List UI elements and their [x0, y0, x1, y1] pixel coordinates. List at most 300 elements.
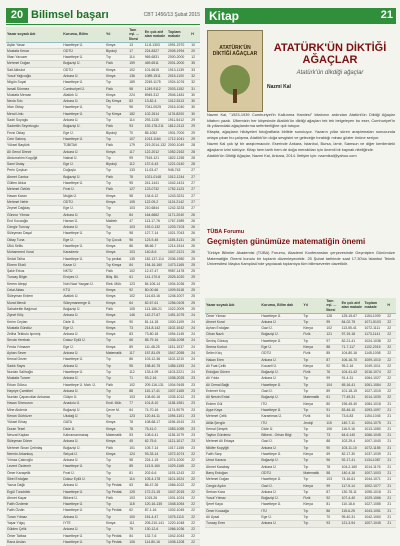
table-cell: 33 [190, 67, 200, 73]
table-cell: Erciyes Ü. [62, 275, 105, 281]
table-cell: Ege Ü. [62, 344, 105, 350]
table-cell: 1004-1036 [167, 281, 190, 287]
table-cell: Fizik [302, 496, 325, 502]
table-cell: 27 [190, 206, 200, 212]
table-cell: ODTÜ [62, 67, 105, 73]
table-cell: 32 [190, 73, 200, 79]
table-cell: Tıp [105, 395, 128, 401]
table-cell: 130-78-11 [341, 489, 364, 495]
table-cell: 1101-1024 [167, 476, 190, 482]
column-header: Yazar soyadı Adı [6, 27, 62, 42]
table-cell: Fizik [105, 187, 128, 193]
table-cell: Hacettepe Ü. [62, 502, 105, 508]
page-number: 21 [380, 9, 393, 21]
table-cell: Serkan Kara [205, 489, 260, 495]
table-cell: Dicle Ü. [260, 426, 302, 432]
table-cell: Fırat Ü. [62, 470, 105, 476]
table-cell: 1061-1084 [364, 382, 387, 388]
table-cell: Kimya [105, 313, 128, 319]
left-page-header [6, 8, 200, 25]
table-cell: Diş Kimya [105, 99, 128, 105]
table-cell: Cihan Nazlı [205, 332, 260, 338]
table-cell: 1102-1210 [167, 357, 190, 363]
table-cell: 224 [128, 92, 144, 98]
table-cell: Tıp [105, 414, 128, 420]
table-cell: Ayhan Erdoğan [205, 326, 260, 332]
table-cell: 61 [325, 395, 340, 401]
table-cell: 1249-9112 [144, 86, 167, 92]
table-cell: Ankara Ü. [62, 483, 105, 489]
table-cell: 1012-5113 [167, 99, 190, 105]
table-cell: 82-21-41 [341, 338, 364, 344]
table-cell: Ziynet Kiliç [6, 313, 62, 319]
table-cell: Biyoloji [105, 162, 128, 168]
table-cell: 63 [128, 483, 144, 489]
table-cell: Aşkin Yasar [6, 42, 62, 48]
table-cell: 123 [128, 414, 144, 420]
table-cell: 179 [128, 143, 144, 149]
table-cell: Kimya [105, 250, 128, 256]
table-cell: Ali Fuat Çelik [205, 363, 260, 369]
table-cell: 127-7-14 [144, 231, 167, 237]
table-cell: Hacettepe Ü. [62, 256, 105, 262]
table-cell: Karadeniz [62, 250, 105, 256]
table-cell: 29 [190, 130, 200, 136]
table-cell: 22 [386, 376, 396, 382]
table-cell: GATA [62, 420, 105, 426]
table-cell: 24 [190, 357, 200, 363]
table-cell: 13 [128, 42, 144, 48]
table-cell: Kimya [105, 244, 128, 250]
table-cell: Ankara Ü. [62, 118, 105, 124]
table-cell: 1042-1043 [167, 533, 190, 539]
table-cell: Hacettepe Ü. [62, 244, 105, 250]
table-cell: 24 [190, 319, 200, 325]
table-cell: 100 [128, 514, 144, 520]
table-cell: 137-6-43 [144, 162, 167, 168]
table-cell: 25 [190, 281, 200, 287]
table-cell: Ankara Ü. [62, 388, 105, 394]
table-cell: Hayriye Çamlıbel [6, 388, 62, 394]
table-cell: Kerem Ateşçi [6, 281, 62, 287]
table-cell: 24 [190, 344, 200, 350]
table-cell: Hacettepe Ü. [62, 539, 105, 545]
table-cell: İTÜ [260, 508, 302, 514]
table-cell: 1256-0105 [167, 300, 190, 306]
table-cell: 73 [325, 433, 340, 439]
table-cell: 1007-1045 [364, 521, 387, 527]
table-cell: 77 [128, 401, 144, 407]
column-header: En çok atıf alan makale [341, 298, 364, 313]
table-cell: 114-63-16 [144, 294, 167, 300]
table-cell: Harran Ü. [62, 218, 105, 224]
table-cell: 121 [325, 332, 340, 338]
table-cell: 103 [128, 395, 144, 401]
table-cell: Gazi Ü. [260, 439, 302, 445]
table-cell: 92 [325, 496, 340, 502]
table-cell: Tıp [302, 338, 325, 344]
table-cell: ODTÜ [260, 470, 302, 476]
table-cell: 35 [190, 61, 200, 67]
table-cell: 1913-1139 [167, 67, 190, 73]
table-cell: Gazi Ü. [260, 389, 302, 395]
table-cell: 1027-1085 [364, 502, 387, 508]
table-cell: 1037-1039 [364, 452, 387, 458]
table-cell: Matematik [105, 432, 128, 438]
table-cell: Dicle Ü. [62, 319, 105, 325]
table-cell: İlhan Yavuzer [6, 55, 62, 61]
forum-text [207, 250, 395, 267]
table-cell: 2036-1980 [167, 256, 190, 262]
table-cell: Ömer Karaçelik [6, 470, 62, 476]
table-cell: 128 [325, 313, 340, 319]
table-cell: 102-2614 [144, 111, 167, 117]
table-cell: 1049-1011 [364, 363, 387, 369]
table-cell: Ege Ü. [260, 515, 302, 521]
table-cell: 1072-1111 [364, 326, 387, 332]
table-cell: ODTÜ [62, 48, 105, 54]
table-cell: Tuncay Bilgin [6, 275, 62, 281]
table-cell: 22 [190, 502, 200, 508]
table-cell: 110-18-6 [341, 502, 364, 508]
table-cell: 1042-1431 [167, 181, 190, 187]
table-header [205, 298, 396, 313]
table-cell: 104 [325, 382, 340, 388]
table-cell: Tıp Pediat. [105, 533, 128, 539]
table-cell: 1812-2113 [167, 124, 190, 130]
table-cell: Fizik [105, 306, 128, 312]
table-cell: Gülden Çelik [6, 527, 62, 533]
table-cell: Nainat Ü. [62, 155, 105, 161]
table-cell: Tıp [105, 502, 128, 508]
table-cell: 192-178-211 [144, 124, 167, 130]
table-cell: Kimya [105, 300, 128, 306]
book-title: ATATÜRK'ÜN DİKTİĞİ AĞAÇLAR [273, 42, 387, 66]
table-cell: Tıp [105, 105, 128, 111]
table-cell: Kimya [105, 288, 128, 294]
article-paragraph: Nazmi Kal çok iyi bir araştırmacıdır. Eserinde Ankara, İstanbul, Bursa, İzmir, Samsun ve diğer kentlerdeki ağaçların izini sürüyor. Kitap hem tarih hem de doğa meraklıları için önemli bir kaynak niteliğinde. [207, 140, 395, 152]
table-cell: 1027-1015 [364, 389, 387, 395]
table-cell: 1004-1075 [364, 420, 387, 426]
table-cell: Gazi Ü. [260, 483, 302, 489]
table-cell: Biliş. Bil. [105, 275, 128, 281]
table-cell: 1136-1079 [167, 432, 190, 438]
table-cell: Erdoğan Güven [205, 370, 260, 376]
table-cell: 108-68-17 [144, 420, 167, 426]
table-cell: Sevda Yerebak [6, 338, 62, 344]
table-cell: Abdurrahim Koçyiğit [6, 155, 62, 161]
table-cell: 99 [325, 319, 340, 325]
table-cell: 1083-1059 [167, 426, 190, 432]
table-cell: 125-15-67 [341, 313, 364, 319]
table-cell: Yaşar Yılgıç [6, 521, 62, 527]
table-cell: 93 [325, 521, 340, 527]
table-cell: 105 [128, 306, 144, 312]
table-cell: 25 [190, 275, 200, 281]
column-header: Kurumu, Bilim dalı [260, 298, 302, 313]
table-cell: Tıp [105, 458, 128, 464]
table-cell: 24 [190, 325, 200, 331]
table-cell: 1102-2015 [364, 344, 387, 350]
table-cell: Kenan Gürbüzer [6, 414, 62, 420]
table-cell: 53 [128, 432, 144, 438]
table-cell: 1024-1038 [364, 338, 387, 344]
table-cell: 83 [128, 99, 144, 105]
table-cell: 1196-1043 [167, 420, 190, 426]
table-cell: 27 [190, 168, 200, 174]
table-cell: Kemal Gezer [6, 357, 62, 363]
table-cell: Tıp [105, 363, 128, 369]
table-cell: Bilkent Ü. [62, 495, 105, 501]
table-cell: Tıp [302, 464, 325, 470]
book-review-article [207, 112, 395, 159]
table-cell: 25 [190, 288, 200, 294]
table-cell: 80-00-66 [144, 288, 167, 294]
table-cell: 2016-1040 [167, 105, 190, 111]
table-cell: 127 [128, 187, 144, 193]
column-header: H [190, 27, 200, 42]
table-cell: 21 [386, 414, 396, 420]
table-cell: ODTÜ [260, 351, 302, 357]
table-cell: Nurdan Salihoğlu [6, 369, 62, 375]
table-cell: Umut Karaca [205, 458, 260, 464]
table-cell: 98 [128, 458, 144, 464]
table-cell: 1203-7103 [167, 225, 190, 231]
table-cell: 1176-8200 [167, 111, 190, 117]
table-cell: 1042-1060 [364, 515, 387, 521]
table-cell: 90 [325, 445, 340, 451]
table-cell: 28 [190, 155, 200, 161]
table-cell: 22 [190, 458, 200, 464]
table-cell: 22 [190, 508, 200, 514]
table-cell: 85 [128, 464, 144, 470]
table-cell: Biyoloji [105, 130, 128, 136]
table-cell: 23 [190, 376, 200, 382]
table-cell: 107-4-40 [341, 496, 364, 502]
table-cell: 1043-1051 [364, 508, 387, 514]
table-cell: 120-44-11 [144, 414, 167, 420]
table-cell: 70 [128, 130, 144, 136]
table-cell: 21 [386, 458, 396, 464]
table-cell: 22 [386, 382, 396, 388]
table-cell: Cem Satmış [6, 136, 62, 142]
table-cell: Erkan Göksu [6, 382, 62, 388]
table-cell: 205-210-141 [144, 521, 167, 527]
table-cell: Dokuz Eylül Ü. [62, 338, 105, 344]
table-cell: 1007-1003 [364, 470, 387, 476]
table-cell: Kimya [105, 344, 128, 350]
table-cell: 23 [190, 388, 200, 394]
table-cell: 23 [190, 445, 200, 451]
table-cell: Tıp [105, 136, 128, 142]
table-cell: 7041-0025 [144, 105, 167, 111]
table-cell: 1103-2221 [167, 369, 190, 375]
section-title: Kitap [209, 9, 239, 23]
table-cell: 84-02-75 [341, 319, 364, 325]
table-cell: 118 [128, 502, 144, 508]
table-cell: 21 [386, 464, 396, 470]
table-cell: 69 [325, 452, 340, 458]
table-cell: 95 [128, 181, 144, 187]
table-cell: Mustafa Kenar [6, 48, 62, 54]
table-cell: 134-6-12 [144, 193, 167, 199]
table-cell: 25 [190, 269, 200, 275]
table-cell: 98 [128, 86, 144, 92]
table-cell: 93-2-16 [144, 376, 167, 382]
table-cell: 1151-1037 [167, 344, 190, 350]
table-cell: 172-21-15 [144, 489, 167, 495]
table-cell: 26 [190, 231, 200, 237]
table-cell: Tıp Kimya [105, 111, 128, 117]
table-cell: Ankara Ü. [62, 149, 105, 155]
table-cell: Hacettepe Ü. [62, 369, 105, 375]
table-cell: Hacettepe Ü. [62, 55, 105, 61]
table-cell: Mustafa Gündüz [6, 325, 62, 331]
table-cell: 26 [190, 212, 200, 218]
table-cell: 1074-1000 [167, 458, 190, 464]
table-cell: Turan Yılmaz [6, 514, 62, 520]
table-cell: 106 [128, 539, 144, 545]
table-cell: 1012-1244 [167, 174, 190, 180]
table-cell: 120-16-135 [144, 502, 167, 508]
table-cell: Kimya [105, 67, 128, 73]
table-cell: 62-75-6 [144, 439, 167, 445]
table-cell: Erol Kocaoğlu [6, 218, 62, 224]
column-header: Yıl [302, 298, 325, 313]
table-cell: Boğaziçi Ü. [260, 458, 302, 464]
table-cell: 140-8-6 [144, 250, 167, 256]
table-cell: 2000-2000 [167, 55, 190, 61]
table-cell: 1072-1074 [167, 451, 190, 457]
table-cell: Hacettepe Ü. [62, 357, 105, 363]
table-cell: Fizik [105, 382, 128, 388]
table-cell: Celal Aktas [6, 288, 62, 294]
table-cell: 224-1-15 [144, 458, 167, 464]
table-cell: 133 [128, 168, 144, 174]
table-cell: 8945-312 [144, 92, 167, 98]
table-cell: Ege Ü. [62, 162, 105, 168]
table-cell: Elek. Müh. [105, 281, 128, 287]
table-cell: 81 [325, 502, 340, 508]
table-cell: Tıp [105, 55, 128, 61]
table-cell: Ankara Ü. [62, 527, 105, 533]
table-cell: Ankara Ü. [62, 313, 105, 319]
table-cell: 1174-9079 [167, 407, 190, 413]
table-cell: 1901-7000 [167, 130, 190, 136]
table-cell: 117 [128, 149, 144, 155]
table-cell: Tıp [302, 508, 325, 514]
table-cell: Bilkent - Orhan Bilgi [260, 433, 302, 439]
table-cell: 98 [128, 231, 144, 237]
table-cell: Ankara Ü. [260, 445, 302, 451]
table-cell: Tıp [302, 489, 325, 495]
table-cell: 87 [325, 357, 340, 363]
table-cell: Kimya [105, 92, 128, 98]
table-cell: İrfan Oktay [6, 105, 62, 111]
table-cell: 11.8-1303 [144, 42, 167, 48]
table-cell: Ergül Tuncbilek [6, 489, 62, 495]
table-cell: Ahmet Kural [205, 319, 260, 325]
table-cell: Ali Uysal [205, 515, 260, 521]
table-cell: 22 [190, 451, 200, 457]
table-cell: 1822-1255 [167, 155, 190, 161]
table-cell: Kimya [105, 73, 128, 79]
table-cell: Tıp [105, 527, 128, 533]
table-cell: 54 [325, 414, 340, 420]
ranking-table-right [205, 298, 396, 528]
table-cell: 78 [325, 464, 340, 470]
table-cell: ODTÜ [62, 199, 105, 205]
left-page [6, 8, 200, 544]
table-cell: 23 [190, 439, 200, 445]
table-cell: Sadrettin Seyrekoglu [6, 124, 62, 130]
table-cell: 1007-1165 [167, 388, 190, 394]
table-cell: 1075-1110 [167, 514, 190, 520]
table-cell: 22 [190, 464, 200, 470]
table-cell: 64-6-140 [341, 433, 364, 439]
table-cell: 77-49-31 [341, 395, 364, 401]
table-cell: Nilgün Soyal [6, 80, 62, 86]
table-cell: Kahramanmaraş [62, 432, 105, 438]
table-cell: 86 [325, 508, 340, 514]
table-cell: 104-2-160 [341, 464, 364, 470]
table-cell: 102-29-4 [341, 439, 364, 445]
table-cell: Hacettepe Ü. [260, 452, 302, 458]
table-cell: Tıp Pediat. [105, 483, 128, 489]
table-cell: Tıp [105, 231, 128, 237]
page-number: 20 [6, 8, 28, 23]
table-cell: Murat Mendi [6, 300, 62, 306]
table-cell: 101-8-10 [144, 401, 167, 407]
table-cell: 83 [128, 332, 144, 338]
table-cell: Hacettepe Ü. [62, 464, 105, 470]
table-cell: Kemal Şimşek [205, 426, 260, 432]
table-cell: Ankara Ü. [62, 332, 105, 338]
table-cell: 214-8-142 [144, 325, 167, 331]
table-cell: Ankara Ü. [62, 212, 105, 218]
table-cell: 2249-1175 [144, 80, 167, 86]
column-header: En çok atıf alan makale [144, 27, 167, 42]
table-cell: 1004-9165 [167, 382, 190, 388]
forum-paragraph: Türkiye Bilimler Akademisi (TÜBA) Forumu, Akademi Konferansları çerçevesinde Geçmişten Günümüze Matematiğin Önemi konulu bir toplantı düzenleyecektir. 25 Şubat tarihinde saat 17.30'da İstanbul Teknik Üniversitesi Maçka Kampüsü'nde yapılacak toplantıya tüm bilimseverler davetlidir. [207, 250, 395, 267]
table-cell: 122-2012 [144, 149, 167, 155]
table-cell: 22 [190, 476, 200, 482]
table-cell: Ülkü Sellis [6, 244, 62, 250]
table-cell: Mehmet Ali Erkaya [205, 439, 260, 445]
table-cell: Tıp [302, 389, 325, 395]
table-cell: Boğaziçi Ü. [260, 370, 302, 376]
table-cell: 21 [386, 470, 396, 476]
table-cell: Gazi Ü. [260, 326, 302, 332]
table-cell: Mehmet Doğan [6, 61, 62, 67]
table-cell: Tıp [105, 470, 128, 476]
table-cell: Tıp [105, 464, 128, 470]
table-cell: 95-40-31 [341, 515, 364, 521]
table-cell: Fizik [105, 124, 128, 130]
table-cell: Necla Sılo [6, 99, 62, 105]
table-cell: 1014-1176 [364, 464, 387, 470]
table-cell: 117 [128, 351, 144, 357]
table-cell: 1013-1164 [144, 136, 167, 142]
table-cell: 84 [128, 262, 144, 268]
table-cell: Zeliha Tekbulu Işınmiş [6, 332, 62, 338]
table-cell: 93 [128, 124, 144, 130]
table-cell: 293-1135 [144, 118, 167, 124]
table-cell: 116-9-16 [341, 426, 364, 432]
table-cell: 23 [190, 414, 200, 420]
table-cell: 23 [190, 401, 200, 407]
table-cell: 73-80-18 [144, 332, 167, 338]
